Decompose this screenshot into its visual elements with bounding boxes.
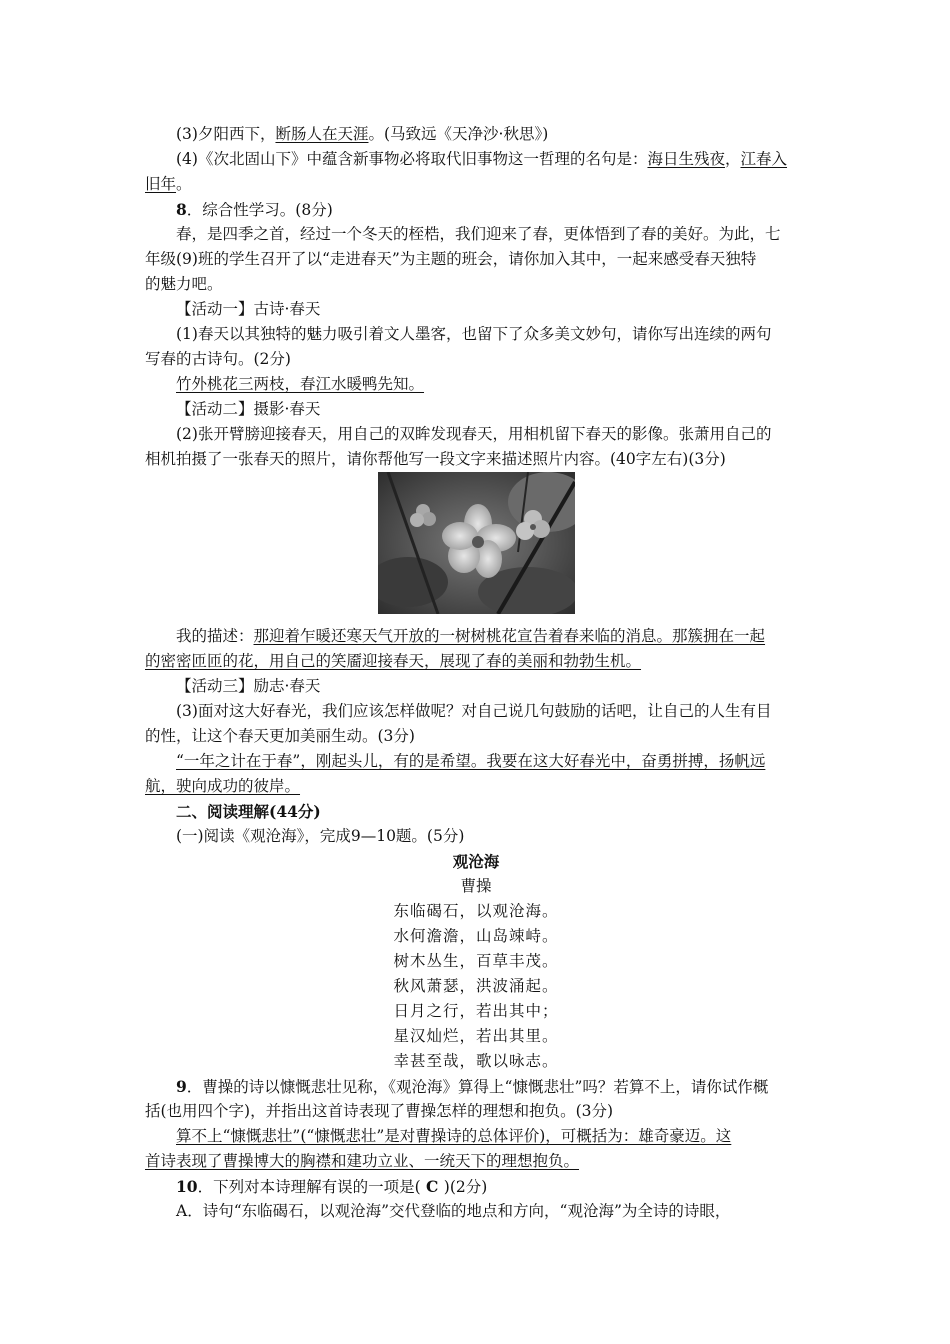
answer-text: 海日生残夜 [647, 150, 725, 168]
text-line [145, 122, 807, 147]
text-span: (3)面对这大好春光，我们应该怎样做呢？对自己说几句鼓励的话吧，让自己的人生有目 [176, 702, 772, 720]
text-line [145, 674, 807, 699]
text-span: 。 [176, 175, 192, 193]
text-line [145, 372, 807, 397]
text-span: 的魅力吧。 [145, 275, 223, 293]
text-span: 相机拍摄了一张春天的照片，请你帮他写一段文字来描述照片内容。(40字左右)(3分) [145, 450, 726, 468]
text-block-top [145, 122, 807, 472]
text-line [145, 1199, 807, 1224]
answer-text: 的密密匝匝的花，用自己的笑靥迎接春天，展现了春的美丽和勃勃生机。 [145, 652, 642, 670]
text-span: 8 [176, 200, 187, 219]
text-span: ．下列对本诗理解有误的一项是( [197, 1178, 421, 1196]
text-span: ， [724, 150, 741, 168]
text-span: 【活动三】励志·春天 [176, 677, 321, 695]
text-line [145, 172, 807, 197]
poem-line: 星汉灿烂，若出其里。 [393, 1027, 559, 1045]
text-line [145, 1099, 807, 1124]
text-span: (2)张开臂膀迎接春天，用自己的双眸发现春天，用相机留下春天的影像。张萧用自己的 [176, 425, 772, 443]
text-line [145, 774, 807, 799]
poem-line: 树木丛生，百草丰茂。 [393, 952, 559, 970]
text-line [145, 397, 807, 422]
text-line [145, 724, 807, 749]
text-line [145, 247, 807, 272]
text-line [145, 1149, 807, 1174]
answer-text: 旧年 [145, 175, 177, 193]
text-line [145, 624, 807, 649]
answer-text: 江春入 [740, 150, 788, 168]
text-span: 二、阅读理解(44分) [176, 802, 321, 821]
text-span: (4)《次北固山下》中蕴含新事物必将取代旧事物这一哲理的名句是： [176, 150, 648, 168]
poem-line: 幸甚至哉，歌以咏志。 [393, 1052, 559, 1070]
text-span: 春，是四季之首，经过一个冬天的桎梏，我们迎来了春，更体悟到了春的美好。为此，七 [176, 225, 781, 243]
text-line [145, 649, 807, 674]
text-span: 9 [176, 1077, 187, 1096]
poem-author: 曹操 [460, 877, 492, 895]
text-line [145, 749, 807, 774]
answer-text: “一年之计在于春”，刚起头儿，有的是希望。我要在这大好春光中，奋勇拼搏，扬帆远 [176, 752, 766, 770]
text-span: 的性，让这个春天更加美丽生动。(3分) [145, 727, 415, 745]
text-line [145, 824, 807, 849]
poem-line: 水何澹澹，山岛竦峙。 [393, 927, 559, 945]
text-line [145, 699, 807, 724]
text-span: ．综合性学习。(8分) [186, 201, 333, 219]
text-span: ．曹操的诗以慷慨悲壮见称，《观沧海》算得上“慷慨悲壮”吗？若算不上，请你试作概 [186, 1078, 769, 1096]
answer-text: 首诗表现了曹操博大的胸襟和建功立业、一统天下的理想抱负。 [145, 1152, 580, 1170]
answer-text: 竹外桃花三两枝，春江水暖鸭先知。 [176, 375, 425, 393]
text-span: 我的描述： [176, 627, 254, 645]
text-line [145, 347, 807, 372]
answer-text: 那迎着乍暖还寒天气开放的一树树桃花宣告着春来临的消息。那簇拥在一起 [253, 627, 766, 645]
peach-blossom-photo [378, 472, 575, 614]
text-line [145, 322, 807, 347]
text-span: 。(马致远《天净沙·秋思》) [368, 125, 549, 143]
text-line [145, 222, 807, 247]
poem-body [145, 899, 807, 1074]
poem-line: 日月之行，若出其中； [393, 1002, 559, 1020]
answer-text: 算不上“慷慨悲壮”(“慷慨悲壮”是对曹操诗的总体评价)，可概括为：雄奇豪迈。这 [176, 1127, 732, 1145]
text-span: 年级(9)班的学生召开了以“走进春天”为主题的班会，请你加入其中，一起来感受春天独特 [145, 250, 757, 268]
text-line [145, 1074, 807, 1099]
text-span: A．诗句“东临碣石，以观沧海”交代登临的地点和方向，“观沧海”为全诗的诗眼， [176, 1202, 731, 1220]
poem-title: 观沧海 [452, 852, 500, 871]
text-line [145, 1124, 807, 1149]
text-line [145, 799, 807, 824]
text-span: 10 [176, 1177, 198, 1196]
text-span: )(2分) [443, 1178, 488, 1196]
text-line [145, 422, 807, 447]
answer-text: 航，驶向成功的彼岸。 [145, 777, 301, 795]
text-span: 括(也用四个字)，并指出这首诗表现了曹操怎样的理想和抱负。(3分) [145, 1102, 614, 1120]
text-line [145, 147, 807, 172]
text-block-bottom [145, 624, 807, 849]
answer-text: 断肠人在天涯 [275, 125, 369, 143]
peach-blossom-image [378, 472, 575, 614]
text-span: 【活动二】摄影·春天 [176, 400, 321, 418]
poem-line: 秋风萧瑟，洪波涌起。 [393, 977, 559, 995]
text-line [145, 447, 807, 472]
document-page [145, 122, 807, 1224]
text-span: 【活动一】古诗·春天 [176, 300, 321, 318]
text-line [145, 197, 807, 222]
text-span: (一)阅读《观沧海》，完成9—10题。(5分) [176, 827, 465, 845]
text-span: 写春的古诗句。(2分) [145, 350, 291, 368]
text-line [145, 1174, 807, 1199]
text-line [145, 297, 807, 322]
text-span: (3)夕阳西下， [176, 125, 276, 143]
photo-container [145, 472, 807, 622]
text-span: (1)春天以其独特的魅力吸引着文人墨客，也留下了众多美文妙句，请你写出连续的两句 [176, 325, 772, 343]
text-block-end [145, 1074, 807, 1224]
text-line [145, 272, 807, 297]
text-span: C [420, 1177, 444, 1196]
poem-line: 东临碣石，以观沧海。 [393, 902, 559, 920]
